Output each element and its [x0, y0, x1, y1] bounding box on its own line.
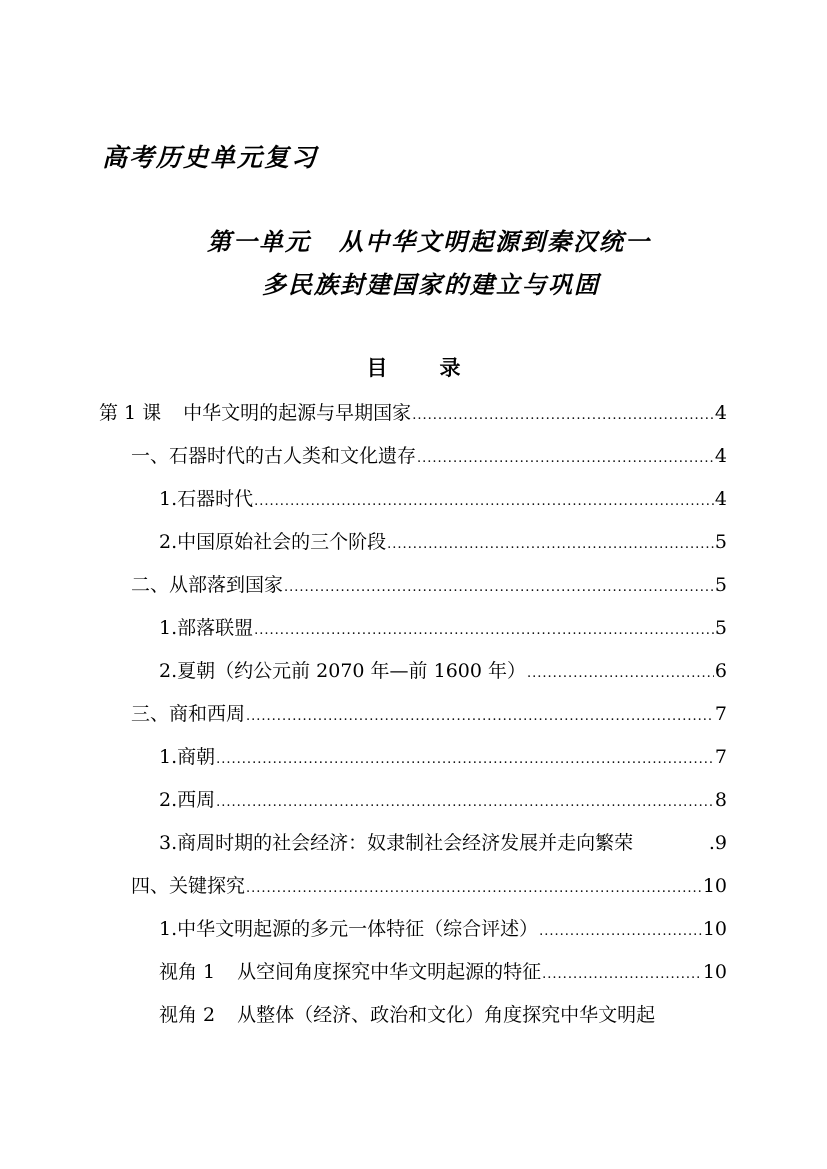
toc-page-number: 5 — [714, 531, 727, 553]
toc-entry-label: 一、石器时代的古人类和文化遗存 — [131, 445, 417, 467]
dot-leader — [542, 960, 702, 990]
dot-leader — [527, 659, 714, 689]
toc-entry-perspective-2[interactable] — [159, 1000, 727, 1030]
unit-subtitle-a: 从中华文明起源到秦汉统一 — [339, 227, 651, 256]
toc-entry-label: 1.商朝 — [159, 746, 216, 768]
toc-page-number: 7 — [714, 746, 727, 768]
toc-entry-subsection[interactable] — [159, 527, 727, 557]
toc-entry-label: 第 1 课 中华文明的起源与早期国家 — [99, 402, 412, 424]
toc-page-number: 4 — [714, 488, 727, 510]
toc-page-number: 7 — [714, 703, 727, 725]
toc-entry-label: 2.夏朝（约公元前 2070 年—前 1600 年） — [159, 660, 526, 682]
dot-leader — [412, 401, 714, 431]
toc-page-number: 8 — [714, 789, 727, 811]
toc-heading — [0, 352, 827, 382]
toc-entry-perspective-1[interactable] — [159, 957, 727, 987]
toc-entry-subsection[interactable] — [159, 914, 727, 944]
toc-page-number: 5 — [714, 617, 727, 639]
toc-page-number: 4 — [714, 445, 727, 467]
toc-entry-label: 四、关键探究 — [131, 875, 246, 897]
dot-leader — [387, 530, 714, 560]
toc-entry-subsection[interactable] — [159, 656, 727, 686]
toc-entry-label: 2.中国原始社会的三个阶段 — [159, 531, 387, 553]
toc-entry-label: 视角 1 从空间角度探究中华文明起源的特征 — [159, 961, 542, 983]
dot-leader — [216, 745, 714, 775]
dot-leader — [417, 444, 714, 474]
toc-page-number: 10 — [702, 918, 727, 940]
dot-leader — [254, 487, 714, 517]
document-title: 高考历史单元复习 — [102, 143, 319, 172]
toc-entry-label: 二、从部落到国家 — [131, 574, 284, 596]
toc-entry-subsection[interactable] — [159, 613, 727, 643]
toc-entry-subsection[interactable] — [159, 785, 727, 815]
toc-entry-label: 1.石器时代 — [159, 488, 254, 510]
toc-heading-char-1: 目 — [366, 355, 388, 380]
toc-page-number: 10 — [702, 875, 727, 897]
toc-page-number: 4 — [714, 402, 727, 424]
toc-entry-subsection[interactable] — [159, 828, 727, 858]
dot-leader — [246, 874, 702, 904]
dot-leader — [539, 917, 702, 947]
toc-entry-subsection[interactable] — [159, 484, 727, 514]
toc-entry-label: 三、商和西周 — [131, 703, 246, 725]
toc-entry-label: 3.商周时期的社会经济：奴隶制社会经济发展并走向繁荣 — [159, 832, 634, 854]
toc-entry-subsection[interactable] — [159, 742, 727, 772]
unit-title-line-2: 多民族封建国家的建立与巩固 — [262, 270, 600, 299]
toc-entry-label: 1.部落联盟 — [159, 617, 254, 639]
unit-title-line-1 — [207, 222, 651, 257]
toc-page-number: 5 — [714, 574, 727, 596]
dot-leader — [216, 788, 714, 818]
toc-entry-lesson-1[interactable] — [99, 398, 727, 428]
toc-entry-section-2[interactable] — [131, 570, 727, 600]
toc-page-number: .9 — [708, 832, 727, 854]
toc-entry-label: 2.西周 — [159, 789, 216, 811]
toc-entry-section-4[interactable] — [131, 871, 727, 901]
dot-leader — [246, 702, 714, 732]
toc-entry-section-1[interactable] — [131, 441, 727, 471]
toc-entry-label: 1.中华文明起源的多元一体特征（综合评述） — [159, 918, 539, 940]
toc-page-number: 6 — [714, 660, 727, 682]
toc-entry-section-3[interactable] — [131, 699, 727, 729]
dot-leader — [254, 616, 714, 646]
dot-leader — [284, 573, 714, 603]
unit-number: 第一单元 — [207, 227, 311, 256]
toc-entry-label: 视角 2 从整体（经济、政治和文化）角度探究中华文明起 — [159, 1004, 656, 1026]
toc-page-number: 10 — [702, 961, 727, 983]
toc-heading-char-2: 录 — [439, 355, 461, 380]
